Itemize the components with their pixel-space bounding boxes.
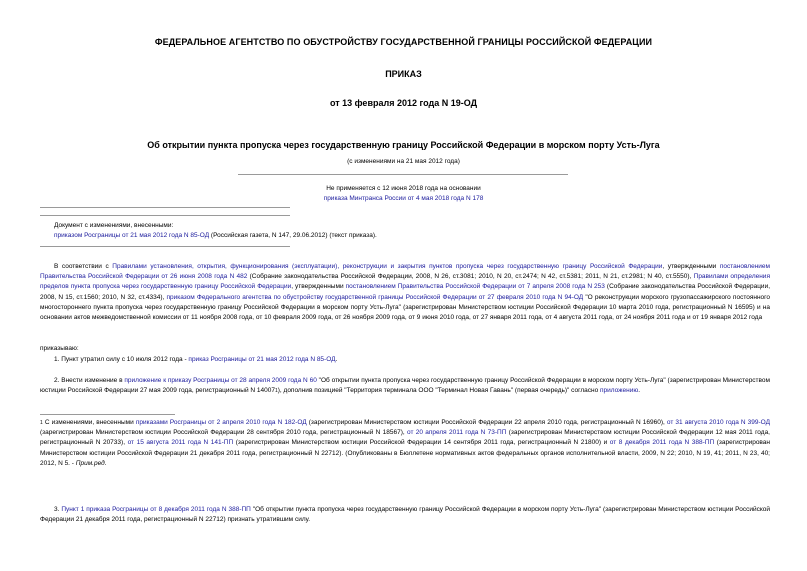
link-order-94-od[interactable]: приказом Федерального агентства по обустройству государственной границы Российской Федерации от 27 февраля 2010 года N 94-ОД [166, 293, 584, 301]
text: . [335, 356, 338, 363]
item-2 [40, 376, 770, 396]
link-order-399-od[interactable]: от 31 августа 2010 года N 399-ОД [666, 419, 770, 426]
text: (зарегистрирован Министерством юстиции Российской Федерации 28 сентября 2010 года, регистрационный N 18567), [40, 429, 407, 437]
editor-note: Прим.ред. [75, 459, 107, 467]
link-order-182-od[interactable]: приказами Росграницы от 2 апреля 2010 года N 182-ОД [135, 419, 307, 426]
status-note-text: Не применяется с 12 июня 2018 года на основании [326, 185, 481, 192]
text: , утвержденными [291, 283, 346, 291]
text: . [638, 387, 641, 395]
text: С изменениями, внесенными [42, 419, 136, 426]
link-rules-limits[interactable]: Правилами определения пределов пункта пропуска через государственную границу Российской Федерации [40, 273, 770, 291]
changes-note-text: Документ с изменениями, внесенными: [54, 222, 174, 229]
text: (зарегистрирован Министерством юстиции Российской Федерации 21 декабря 2011 года, регистрационный N 22712). (Опубликованы в Бюллетене нормативных актов федеральных органов исполнительной власти, 2009, N 22; 2010, N 19, 41; 2011, N 23, 40; 2012, N 5. - [40, 439, 771, 467]
link-resolution-253[interactable]: постановлением Правительства Российской Федерации от 7 апреля 2008 года N 253 [345, 283, 605, 291]
link-annex-order-60[interactable]: приложение к приказу Росграницы от 28 апреля 2009 года N 60 [124, 377, 317, 384]
item-3 [40, 505, 770, 525]
text: (Собрание законодательства Российской Федерации, 2008, N 26, ст.3081; 2010, N 20, ст.2474; N 42, ст.5381; 2011, N 21, ст.2981; N 40, ст.5550), [247, 273, 694, 281]
divider [40, 246, 290, 247]
changes-note-tail: (Российская газета, N 147, 29.06.2012) (текст приказа). [209, 232, 377, 239]
preamble-paragraph [40, 262, 770, 323]
footnote-divider [40, 414, 175, 415]
text: , утвержденными [662, 263, 720, 270]
link-annex[interactable]: приложению [600, 387, 639, 395]
text: 3. [54, 506, 62, 513]
footnote-mark: 1 [40, 420, 43, 426]
document-title: Об открытии пункта пропуска через государственную границу Российской Федерации в морском порту Усть-Луга [147, 140, 660, 150]
date-number-heading: от 13 февраля 2012 года N 19-ОД [329, 98, 477, 108]
link-resolution-482[interactable]: постановлением Правительства Российской Федерации от 26 июня 2008 года N 482 [40, 263, 770, 281]
link-order-85-od[interactable]: приказ Росграницы от 21 мая 2012 года N 85-ОД [188, 356, 336, 363]
text: (зарегистрирован Министерством юстиции Российской Федерации 12 мая 2011 года, регистрационный N 20733), [40, 429, 770, 447]
link-rules-establishing[interactable]: Правилами установления, открытия, функционирования (эксплуатации), реконструкции и закрытия пунктов пропуска через государственную границу Российской Федерации [112, 263, 663, 270]
text: "Об открытии пункта пропуска через государственную границу Российской Федерации в морском порту Усть-Луга" (зарегистрирован Министерством юстиции Российской Федерации 21 декабря 2011 года, регистрационный N 22712) признать утратившим силу. [40, 506, 771, 524]
item-1 [40, 355, 770, 365]
changes-note-link[interactable]: приказом Росграницы от 21 мая 2012 года N 85-ОД [54, 232, 210, 239]
changes-note [54, 221, 754, 241]
agency-heading: ФЕДЕРАЛЬНОЕ АГЕНТСТВО ПО ОБУСТРОЙСТВУ ГОСУДАРСТВЕННОЙ ГРАНИЦЫ РОССИЙСКОЙ ФЕДЕРАЦИИ [154, 37, 653, 47]
status-note-link[interactable]: приказа Минтранса России от 4 мая 2018 года N 178 [323, 195, 484, 202]
divider [40, 215, 290, 216]
amended-note: (с изменениями на 21 мая 2012 года) [347, 158, 460, 165]
order-word: приказываю: [40, 345, 79, 352]
link-order-388-pp[interactable]: от 8 декабря 2011 года N 388-ПП [609, 439, 715, 447]
text: (Собрание законодательства Российской Федерации, 2008, N 15, ст.1560; 2010, N 32, ст.4334), [40, 283, 771, 301]
text: (зарегистрирован Министерством юстиции Российской Федерации 14 сентября 2011 года, регистрационный N 21800) и [233, 439, 610, 447]
status-note [0, 184, 807, 204]
doc-type-heading: ПРИКАЗ [385, 69, 422, 79]
text: (зарегистрирован Министерством юстиции Российской Федерации 22 апреля 2010 года, регистрационный N 16960), [306, 419, 667, 426]
divider [238, 174, 568, 175]
link-order-141-pp[interactable]: от 15 августа 2011 года N 141-ПП [127, 439, 234, 447]
text: В соответствии с [54, 263, 113, 270]
text: "Об открытии пункта пропуска через государственную границу Российской Федерации в морском порту Усть-Луга" (зарегистрирован Министерством юстиции Российской Федерации 27 мая 2009 года, регистрационный N 14007 [40, 377, 770, 395]
text: "О реконструкции морского грузопассажирского постоянного многостороннего пункта пропуска через государственную границу Российской Федерации в морском порту Усть-Луга" (зарегистрирован Министерством юстиции Российской Федерации 10 марта 2010 года, регистрационный N 16595) и на основании актов межведомственной комиссии от 11 ноября 2008 года, от 10 февраля 2009 года, от 26 ноября 2009 года, от 9 июня 2010 года, от 27 января 2011 года, от 4 августа 2011 года, от 24 ноября 2011 года и от 19 января 2012 года [40, 293, 770, 322]
link-order-73-pp[interactable]: от 20 апреля 2011 года N 73-ПП [406, 429, 507, 437]
text: ), дополнив позицией "Территория терминала ООО "Терминал Новая Гавань" (первая очередь)" согласно [277, 387, 600, 395]
link-order-388-pp-item1[interactable]: Пункт 1 приказа Росграницы от 8 декабря 2011 года N 388-ПП [61, 506, 251, 513]
footnote [40, 418, 770, 469]
text: 2. Внести изменение в [54, 377, 125, 384]
text: 1. Пункт утратил силу с 10 июля 2012 года - [54, 356, 189, 363]
divider [40, 207, 290, 208]
footnote-ref[interactable]: 1 [274, 388, 278, 395]
